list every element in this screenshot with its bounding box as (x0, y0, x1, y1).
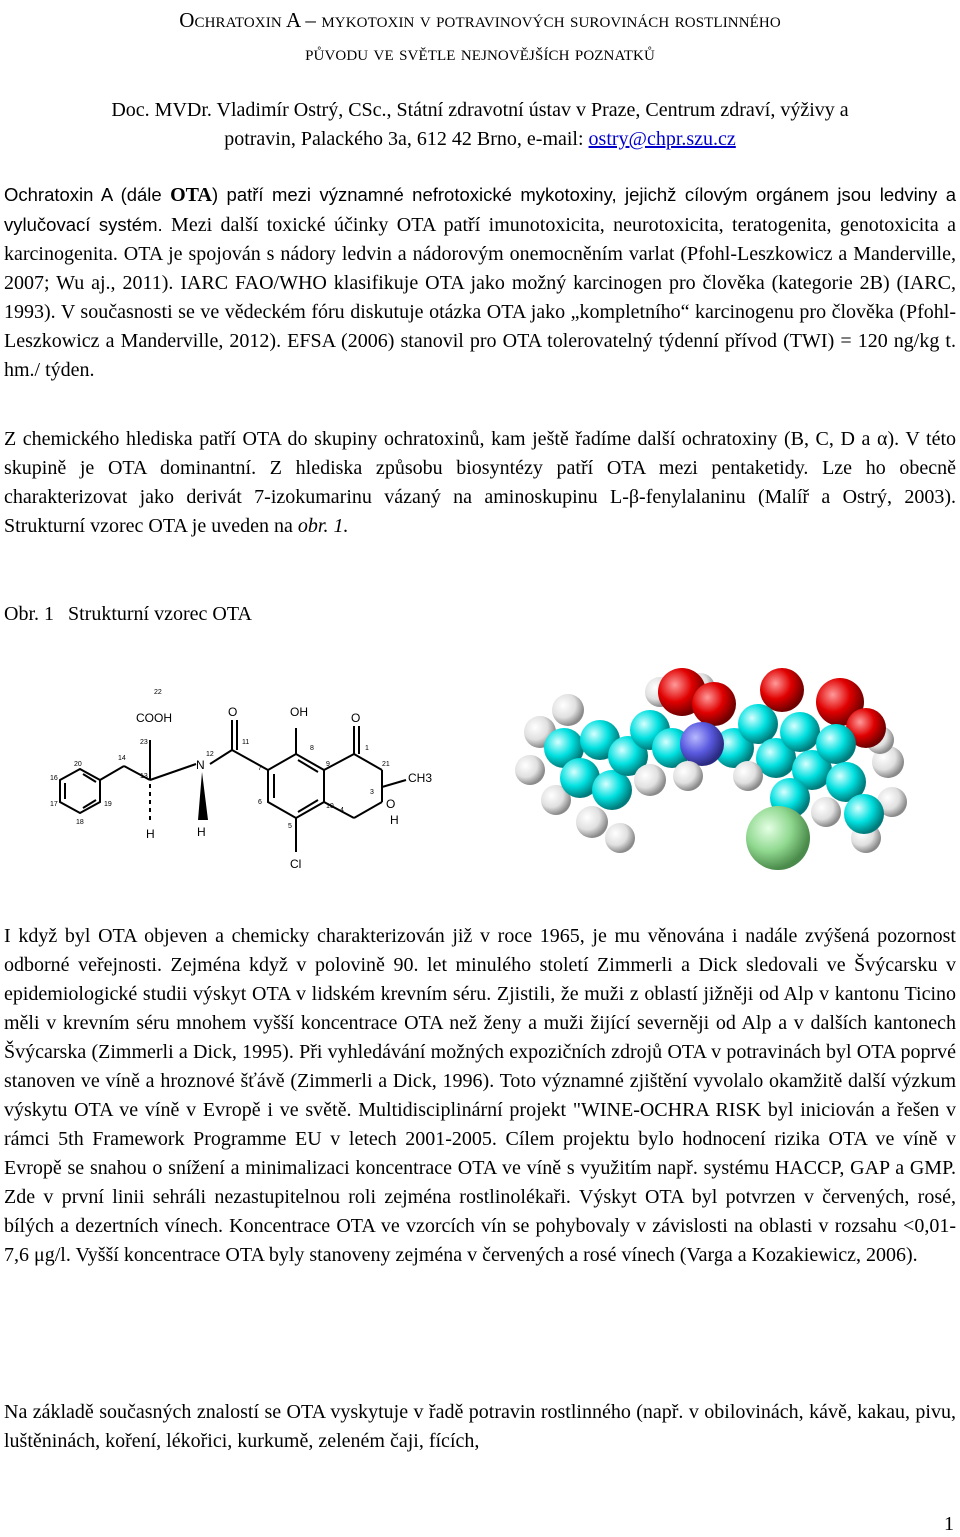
atom-carbon (844, 794, 884, 834)
atom-number-12: 12 (206, 751, 214, 758)
atom-number-3: 3 (370, 789, 374, 796)
paper-title (4, 4, 956, 70)
atom-chlorine (746, 806, 810, 870)
intro-text-a: Ochratoxin A (dále (4, 184, 171, 205)
atom-number-22: 22 (154, 689, 162, 696)
email-link[interactable]: ostry@chpr.szu.cz (588, 128, 736, 150)
paragraph-occurrence: Na základě současných znalostí se OTA vyskytuje v řadě potravin rostlinného (např. v obilovinách, kávě, kakau, pivu, luštěninách, koření, lékořici, kurkumě, zeleném čaji, fících, (4, 1401, 956, 1452)
atom-carbon (592, 770, 632, 810)
atom-number-10: 10 (326, 803, 334, 810)
ring-oxygen-label: O (386, 797, 396, 811)
atom-number-16: 16 (50, 775, 58, 782)
atom-number-20: 20 (74, 761, 82, 768)
atom-number-5: 5 (288, 823, 292, 830)
stereo-wedge (198, 772, 208, 820)
atom-number-19: 19 (104, 801, 112, 808)
atom-hydrogen (576, 806, 608, 838)
methyl-label: CH3 (408, 771, 433, 785)
atom-hydrogen (733, 761, 763, 791)
atom-number-6: 6 (258, 799, 262, 806)
ota-space-filling-model (500, 652, 920, 900)
atom-number-21: 21 (382, 761, 390, 768)
atom-carbon (738, 704, 778, 744)
atom-oxygen (692, 682, 736, 726)
lactone-oxygen-label: O (351, 711, 361, 725)
address-text: potravin, Palackého 3a, 612 42 Brno, e-mail: (224, 128, 589, 150)
ota-abbrev: OTA (170, 184, 212, 206)
atom-hydrogen (552, 694, 584, 726)
figure-caption-text: Strukturní vzorec OTA (68, 603, 252, 625)
atom-number-4: 4 (340, 807, 344, 814)
atom-number-18: 18 (76, 819, 84, 826)
paragraph-chemistry (4, 425, 956, 541)
intro-text-c: Mezi další toxické účinky OTA patří imunotoxicita, neurotoxicita, teratogenita, genotoxicita a karcinogenita. OTA je spojován s nádory ledvin a nádorovým onemocněním varlat (Pfohl-Leszkowicz a Manderville, 2007; Wu aj., 2011). IARC FAO/WHO klasifikuje OTA jako možný karcinogen pro člověka (kategorie 2B) (IARC, 1993). V současnosti se ve vědeckém fóru diskutuje otázka OTA jako „kompletního“ karcinogenu pro člověka (Pfohl-Leszkowicz a Manderville, 2012). EFSA (2006) stanovil pro OTA tolerovatelný týdenní přívod (TWI) = 120 ng/kg t. hm./ týden. (4, 214, 956, 381)
author-affiliation (4, 96, 956, 154)
atom-carbon (780, 712, 820, 752)
atom-hydrogen (634, 764, 666, 796)
atom-carbon (816, 724, 856, 764)
c3-hydrogen-label: H (390, 813, 399, 827)
paragraph-history: I když byl OTA objeven a chemicky charakterizován již v roce 1965, je mu věnována i nadále zvýšená pozornost odborné veřejnosti. Zejména když v polovině 90. let minulého století Zimmerli a Dick sledovali ve Švýcarsku v epidemiologické studii výskyt OTA v lidském krevním séru. Zjistili, že muži z oblastí jižněji od Alp v kantonu Ticino měli v krevním séru mnohem vyšší koncentrace OTA než ženy a muži žijící severněji od Alp a v dalších kantonech Švýcarska (Zimmerli a Dick, 1995). Při vyhledávání možných expozičních zdrojů OTA v potravinách byl OTA poprvé stanoven ve víně a hroznové šťávě (Zimmerli a Dick, 1996). Toto významné zjištění vyvolalo okamžitě další výzkum výskytu OTA ve víně v Evropě i ve světě. Multidisciplinární projekt "WINE-OCHRA RISK byl iniciován a řešen v rámci 5th Framework Programme EU v letech 2001-2005. Cílem projektu bylo hodnocení rizika OTA ve víně v Evropě se snahou o snížení a minimalizaci koncentrace OTA ve víně s využitím např. systému HACCP, GAP a GMP. Zde v první linii sehráli nezastupitelnou roli zejména rostlinolékaři. Výskyt OTA byl potvrzen v červených, rosé, bílých a dezertních vínech. Koncentrace OTA ve vzorcích vín se pohybovaly v závislosti na oblasti v rozsahu <0,01-7,6 μg/l. Vyšší koncentrace OTA byly stanoveny zejména v červených a rosé vínech (Varga a Kozakiewicz, 2006). (4, 925, 956, 1266)
chemistry-text: Z chemického hlediska patří OTA do skupiny ochratoxinů, kam ještě řadíme další ochratoxiny (B, C, D a α). V této skupině je OTA dominantní. Z hlediska způsobu biosyntézy patří OTA mezi pentaketidy. Lze ho obecně charakterizovat jako derivát 7-izokumarinu vázaný na aminoskupinu L-β-fenylalaninu (Malíř a Ostrý, 2003). Strukturní vzorec OTA je uveden na (4, 428, 956, 537)
atom-hydrogen (811, 797, 841, 827)
figure-caption (4, 600, 252, 629)
figure-label: Obr. 1 (4, 603, 54, 625)
figure-reference: obr. 1. (297, 515, 349, 537)
atom-number-9: 9 (326, 761, 330, 768)
atom-hydrogen (605, 823, 635, 853)
atom-hydrogen (515, 755, 545, 785)
atom-number-8: 8 (310, 745, 314, 752)
nitrogen-label: N (196, 758, 205, 772)
title-line-1: Ochratoxin A – mykotoxin v potravinových surovinách rostlinného (179, 8, 781, 32)
chlorine-label: Cl (290, 857, 302, 871)
atom-nitrogen (680, 722, 724, 766)
atom-number-11: 11 (242, 739, 250, 746)
atom-hydrogen (673, 761, 703, 791)
atom-oxygen (760, 668, 804, 712)
nh-hydrogen-label: H (197, 825, 206, 839)
atom-number-17: 17 (50, 801, 58, 808)
paragraph-intro (4, 180, 956, 385)
author-line-1: Doc. MVDr. Vladimír Ostrý, CSc., Státní zdravotní ústav v Praze, Centrum zdraví, výživy a (111, 99, 849, 121)
atom-number-23: 23 (140, 739, 148, 746)
author-line-2 (4, 125, 956, 154)
stereo-hydrogen-label: H (146, 827, 155, 841)
atom-number-7: 7 (258, 765, 262, 772)
atom-number-1: 1 (365, 745, 369, 752)
ketone-oxygen-label: O (228, 705, 238, 719)
oh-label: OH (290, 705, 308, 719)
title-line-2: původu ve světle nejnovějších poznatků (305, 41, 655, 65)
page-number: 1 (944, 1513, 954, 1535)
ota-structural-formula (10, 672, 450, 882)
cooh-label: COOH (136, 711, 172, 725)
intro-text-b: ) patří mezi významné nefrotoxické mykotoxiny, jejichž cílovým orgánem jsou ledviny a vylučovací systém. (4, 184, 956, 235)
atom-number-13: 13 (140, 773, 148, 780)
atom-number-14: 14 (118, 755, 126, 762)
